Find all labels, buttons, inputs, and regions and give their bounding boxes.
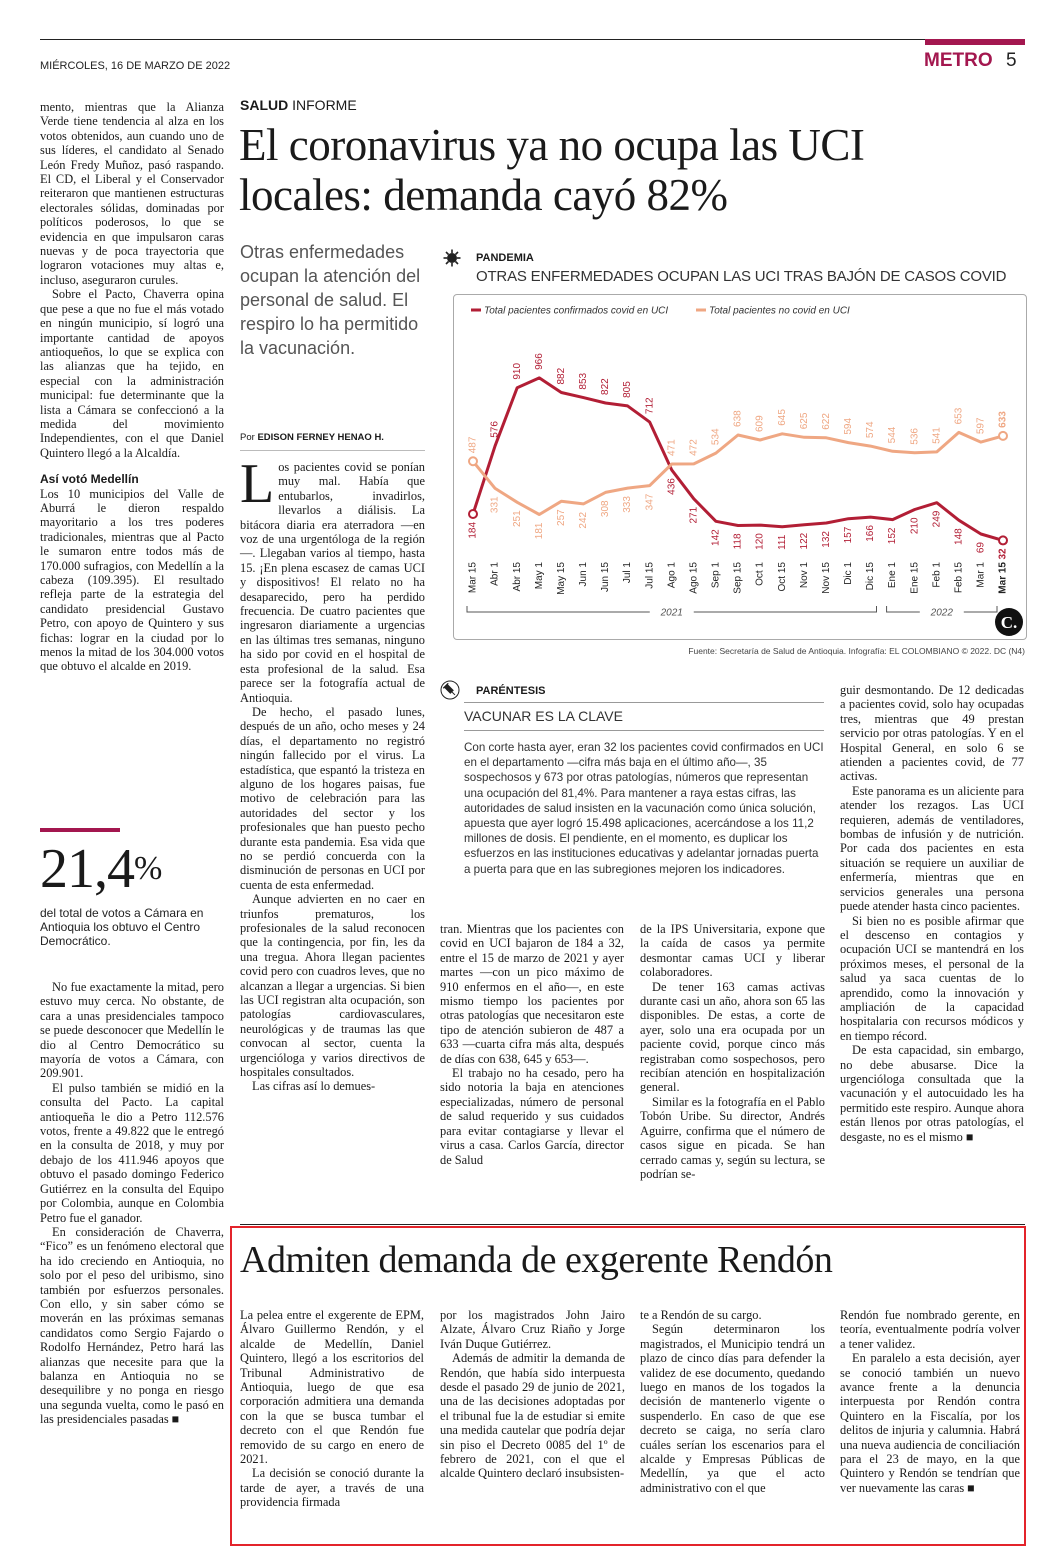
stat-accent-bar bbox=[40, 828, 120, 832]
syringe-icon bbox=[440, 680, 460, 700]
data-label: 645 bbox=[776, 409, 788, 426]
main-col-2 bbox=[440, 922, 624, 1167]
data-label: 594 bbox=[843, 417, 855, 435]
infographic-kicker: PANDEMIA bbox=[476, 252, 534, 264]
data-label: 622 bbox=[820, 413, 832, 430]
data-label: 805 bbox=[622, 381, 634, 398]
left-paragraph: En consideración de Chaverra, “Fico” es un fenómeno electoral que ha ido creciendo en Antioquia, no solo por el peso del uribismo, sino también por esfuerzos personales. Con ello, y sin saber cómo se moverán en las próximas semanas candidatos como Sergio Fajardo o Rodolfo Hernández, Petro hará las alianzas que necesite para que la balanza en Antioquia no se desequilibre y no ponga en riesgo una segunda vuelta, como le pasó en las presidenciales pasadas ■ bbox=[40, 1224, 224, 1427]
left-column-bottom bbox=[40, 980, 224, 1427]
drop-cap: L bbox=[240, 453, 275, 515]
x-tick-label: Jul 15 bbox=[644, 562, 656, 589]
second-paragraph: La pelea entre el exgerente de EPM, Álvaro Guillermo Rendón, y el alcalde de Medellín, Daniel Quintero, llegó a los escritorios del Tribunal Administrativo de Antioquia, luego de que esa corporación admitiera una demanda con la que se busca tumbar el decreto con el que Rendón fue removido de su cargo en enero de 2021. bbox=[240, 1308, 424, 1467]
x-tick-label: Ago 1 bbox=[666, 562, 678, 589]
second-col-1 bbox=[240, 1308, 424, 1510]
data-label: 271 bbox=[688, 506, 700, 524]
data-point bbox=[999, 536, 1007, 544]
ucis-line-chart bbox=[453, 294, 1028, 640]
main-paragraph: El trabajo no ha cesado, pero ha sido notoria la baja en atenciones especializadas, número de personal de salud requerido y sus cuidados para evitar contagiarse y llevar el virus a casa. Carlos García, director de Salud bbox=[440, 1066, 624, 1167]
second-col-4 bbox=[840, 1308, 1020, 1495]
stat-unit: % bbox=[134, 850, 162, 887]
legend-label: Total pacientes no covid en UCI bbox=[709, 305, 850, 317]
data-label: 625 bbox=[798, 412, 810, 430]
data-label: 118 bbox=[732, 533, 744, 550]
x-tick-label: Ago 15 bbox=[688, 562, 700, 594]
data-label: 712 bbox=[644, 397, 656, 415]
data-label: 32 bbox=[997, 548, 1009, 560]
data-label: 132 bbox=[820, 531, 832, 548]
main-col-4 bbox=[840, 683, 1024, 1144]
data-label: 69 bbox=[975, 541, 987, 554]
main-paragraph: De esta capacidad, sin embargo, no debe abusarse. Dice la urgencióloga consultada que la vacunación y el autocuidado les ha permitido este respiro. Aunque ahora están llenos por otras patologías, el desgaste, no es el mismo ■ bbox=[840, 1043, 1024, 1144]
brand-logo-text: C. bbox=[1000, 613, 1018, 632]
x-tick-label: Abr 1 bbox=[489, 562, 501, 586]
data-label: 242 bbox=[578, 511, 590, 529]
legend-label: Total pacientes confirmados covid en UCI bbox=[484, 305, 669, 317]
data-label: 536 bbox=[909, 428, 921, 445]
data-label: 166 bbox=[865, 525, 877, 542]
x-tick-label: Ene 1 bbox=[887, 562, 899, 589]
data-label: 148 bbox=[953, 528, 965, 545]
data-label: 633 bbox=[997, 411, 1009, 428]
left-subhead: Así votó Medellín bbox=[40, 472, 139, 487]
main-paragraph: Este panorama es un aliciente para atender los rezagos. Las UCI requieren, además de ventiladores, bombas de infusión y de nutrición. Por cada dos pacientes en esta situación se requiere un auxiliar de enfermería, mientras que en servicios generales una persona puede atender hasta cinco pacientes. bbox=[840, 783, 1024, 914]
series-line bbox=[473, 432, 1003, 514]
data-label: 910 bbox=[511, 362, 523, 380]
data-point bbox=[469, 457, 477, 465]
second-headline: Admiten demanda de exgerente Rendón bbox=[240, 1239, 833, 1281]
main-paragraph: tran. Mientras que los pacientes con covid en UCI bajaron de 184 a 32, entre el 15 de marzo de 2021 y ayer martes —con un pico máximo de 910 enfermos en el año—, en este mismo tiempo los pacientes por otras patologías que necesitaron este tipo de atención subieron de 487 a 633 —cuarta cifra más alta, después de días con 638, 645 y 653—. bbox=[440, 922, 624, 1066]
x-tick-label: Mar 15 bbox=[997, 562, 1009, 594]
infographic bbox=[440, 246, 1030, 660]
second-paragraph: En paralelo a esta decisión, ayer se conoció también un nuevo avance frente a la denuncia interpuesta por Rendón contra Quintero en la Fiscalía, por los delitos de injuria y calumnia. Habrá una nueva audiencia de conciliación para el 23 de mayo, en la que Quintero y Rendón se tendrían que ver nuevamente las caras ■ bbox=[840, 1351, 1020, 1495]
data-label: 966 bbox=[533, 353, 545, 370]
data-label: 122 bbox=[798, 532, 810, 550]
data-label: 142 bbox=[710, 529, 722, 546]
data-label: 436 bbox=[666, 478, 678, 495]
data-label: 333 bbox=[622, 496, 634, 513]
data-label: 120 bbox=[754, 533, 766, 550]
data-label: 471 bbox=[666, 439, 678, 457]
stat-caption: del total de votos a Cámara en Antioquia los obtuvo el Centro Democrático. bbox=[40, 906, 204, 948]
data-label: 544 bbox=[887, 426, 899, 444]
data-label: 609 bbox=[754, 415, 766, 433]
second-col-2 bbox=[440, 1308, 625, 1481]
x-tick-label: Dic 1 bbox=[843, 562, 855, 585]
data-label: 210 bbox=[909, 517, 921, 535]
data-label: 111 bbox=[776, 534, 788, 550]
parentesis-box bbox=[440, 680, 825, 912]
data-point bbox=[999, 432, 1007, 440]
parentesis-kicker: PARÉNTESIS bbox=[476, 685, 546, 697]
data-label: 249 bbox=[931, 510, 943, 528]
data-label: 597 bbox=[975, 417, 987, 435]
header-rule bbox=[40, 39, 1025, 40]
x-tick-label: Oct 15 bbox=[776, 562, 788, 592]
main-paragraph: Aunque advierten en no caer en triunfos prematuros, los profesionales de la salud reconocen que la contingencia, por fin, les da una tregua. Ahora llegan pacientes covid pero con cuadros leves, que no alcanzan a llegar a urgencias. Si bien las UCI registran alta ocupación, son patologías cardiovasculares, neurológicas y de traumas las que convocan al sector, cuenta la urgencióloga y varios directivos de hospitales consultados. bbox=[240, 892, 425, 1080]
x-tick-label: Feb 1 bbox=[931, 562, 943, 588]
x-tick-label: Jun 15 bbox=[600, 562, 612, 593]
byline-rule bbox=[240, 450, 425, 451]
x-tick-label: Ene 15 bbox=[909, 562, 921, 594]
main-paragraph: De hecho, el pasado lunes, después de un año, ocho meses y 24 días, el departamento no registró ningún fallecido por el virus. La estadística, que espantó la tristeza en alguno de los hogares paisas, fue motivo de celebración para las autoridades del sector y los profesionales que han puesto pecho durante esta pandemia. Esa vida que no se perdió concuerda con la disminución de personas en UCI por cuenta de esta enfermedad. bbox=[240, 704, 425, 892]
data-label: 882 bbox=[555, 367, 567, 385]
second-paragraph: Rendón fue nombrado gerente, en teoría, eventualmente podría volver a tener validez. bbox=[840, 1308, 1020, 1351]
x-tick-label: Jun 1 bbox=[578, 562, 590, 587]
main-paragraph: guir desmontando. De 12 dedicadas a pacientes covid, solo hay ocupadas tres, mientras que 49 prestan servicio por otras patologías. Y en el Hospital General, en solo 6 se atienden a pacientes covid, de 77 activas. bbox=[840, 683, 1024, 784]
left-paragraph: El pulso también se midió en la consulta del Pacto. La capital antioqueña le dio a Petro 112.576 votos, frente a 49.822 que le entregó en la consulta de 2018, y muy por debajo de los 411.946 apoyos que obtuvo el pasado domingo Federico Gutiérrez en la consulta del Equipo por Colombia, aunque en Colombia Petro fue el ganador. bbox=[40, 1080, 224, 1225]
byline-name: EDISON FERNEY HENAO H. bbox=[257, 432, 384, 443]
data-label: 822 bbox=[600, 378, 612, 395]
parentesis-rule bbox=[464, 702, 824, 703]
main-col-1 bbox=[240, 453, 425, 1094]
data-label: 541 bbox=[931, 427, 943, 444]
page-number: 5 bbox=[1006, 50, 1017, 71]
second-paragraph: La decisión se conoció durante la tarde de ayer, a través de una providencia firmada bbox=[240, 1466, 424, 1510]
main-paragraph: de la IPS Universitaria, expone que la caída de casos ya permite desmontar camas UCI y liberar colaboradores. bbox=[640, 922, 825, 980]
main-col-3 bbox=[640, 922, 825, 1181]
main-paragraph: Similar es la fotografía en el Pablo Tobón Uribe. Su director, Andrés Aguirre, confirma que el número de casos sigue en picada. Se han cerrado camas y, según su lectura, se podrían se- bbox=[640, 1094, 825, 1181]
main-paragraph: De tener 163 camas activas durante casi un año, ahora son 65 las disponibles. De estas, a corte de ayer, solo una era ocupada por un paciente covid, porque cinco más registraban como sospechosos, pero recibían atención en hospitalización general. bbox=[640, 979, 825, 1095]
left-column-top bbox=[40, 100, 224, 674]
stat-figure bbox=[40, 838, 161, 900]
parentesis-rule bbox=[464, 730, 824, 731]
second-paragraph: Según determinaron los magistrados, el Municipio tendrá un plazo de cinco días para defender la validez de ese documento, quedando luego en manos de los togados la decisión de mantenerlo vigente o suspenderlo. En caso de que ese decreto se caiga, no sería claro cuáles serían los escenarios para el alcalde y Empresas Públicas de Medellín, ya que el acto administrativo con el que bbox=[640, 1322, 825, 1495]
second-article-rule bbox=[240, 1224, 1025, 1225]
data-label: 257 bbox=[555, 509, 567, 526]
infographic-source: Fuente: Secretaría de Salud de Antioquia. Infografía: EL COLOMBIANO © 2022. DC (N4) bbox=[688, 646, 1025, 656]
second-paragraph: te a Rendón de su cargo. bbox=[640, 1308, 762, 1322]
data-label: 574 bbox=[865, 421, 877, 439]
x-tick-label: Mar 15 bbox=[467, 562, 479, 594]
main-headline bbox=[239, 120, 864, 220]
left-paragraph: No fue exactamente la mitad, pero estuvo muy cerca. No obstante, de cara a unas presidenciales tampoco se puede desconocer que Medellín le dio al Centro Democrático su mayoría de votos a Cámara, con 209.901. bbox=[40, 980, 224, 1081]
data-label: 331 bbox=[489, 496, 501, 514]
parentesis-body: Con corte hasta ayer, eran 32 los pacientes covid confirmados en UCI en el departamento —cifra más baja en el último año—, 35 sospechosos y 673 por otras patologías, números que representan una ocupación del 81,4%. Para mantener a raya estas cifras, las autoridades de salud insisten en la vacunación como única solución, apuesta que ayer logró 15.498 aplicaciones, acercándose a los 11,2 millones de dosis. El pendiente, en el momento, es duplicar los esfuerzos en las instituciones educativas y adelantar jornadas puerta a puerta para que en las subregiones mejoren los indicadores. bbox=[464, 741, 824, 876]
data-label: 472 bbox=[688, 439, 700, 456]
data-label: 184 bbox=[467, 521, 479, 539]
parentesis-title: VACUNAR ES LA CLAVE bbox=[464, 708, 623, 724]
second-col-3 bbox=[640, 1308, 825, 1495]
stat-value: 21,4 bbox=[40, 838, 134, 900]
x-tick-label: Sep 15 bbox=[732, 562, 744, 594]
main-summary: Otras enfermedades ocupan la atención del personal de salud. El respiro lo ha permitido la vacunación. bbox=[240, 242, 421, 358]
year-label: 2022 bbox=[930, 607, 953, 619]
x-tick-label: Nov 15 bbox=[820, 562, 832, 594]
left-paragraph: mento, mientras que la Alianza Verde tiene tendencia al alza en los votos obtenidos, aun cuando uno de sus líderes, el candidato al Senado León Fredy Muñoz, pasó raspando. El CD, el Liberal y el Conservador reiteraron que mantienen estructuras electorales sólidas, dominadas por políticos poderosos, lo que se evidencia en que impulsaron caras nuevas y de poca trayectoria que lograron votaciones muy altas e, incluso, aseguraron curules. bbox=[40, 100, 224, 287]
byline-prefix: Por bbox=[240, 432, 255, 443]
x-tick-label: Sep 1 bbox=[710, 562, 722, 589]
headline-line: locales: demanda cayó 82% bbox=[239, 170, 728, 220]
x-tick-label: Oct 1 bbox=[754, 562, 766, 586]
second-paragraph: Además de admitir la demanda de Rendón, que había sido interpuesta desde el pasado 29 de junio de 2021, una de las decisiones adoptadas por el tribunal fue la de estudiar si emite una medida cautelar que podría dejar sin piso el Decreto 0085 del 1º de febrero de 2021, con el que el alcalde Quintero declaró insubsisten- bbox=[440, 1351, 625, 1481]
issue-date: MIÉRCOLES, 16 DE MARZO DE 2022 bbox=[40, 60, 231, 72]
x-tick-label: Dic 15 bbox=[865, 562, 877, 591]
data-label: 534 bbox=[710, 428, 722, 446]
x-tick-label: Feb 15 bbox=[953, 562, 965, 594]
data-label: 638 bbox=[732, 410, 744, 427]
byline bbox=[240, 432, 384, 443]
left-paragraph: Sobre el Pacto, Chaverra opina que pese a que no fue el más votado en ningún municipio, sí logró una importante cantidad de apoyos antioqueños, lo que se explica con las alianzas que ha tejido, en especial con la administración municipal: fue determinante que la lista a Cámara se confeccionó a la medida del movimiento Independientes, con el que Daniel Quintero llegó a la Alcaldía. bbox=[40, 287, 224, 460]
section-accent-bar bbox=[925, 39, 1025, 45]
data-label: 251 bbox=[511, 510, 523, 528]
data-label: 157 bbox=[843, 526, 855, 544]
headline-line: El coronavirus ya no ocupa las UCI bbox=[239, 120, 865, 170]
x-tick-label: Abr 15 bbox=[511, 562, 523, 592]
x-tick-label: May 15 bbox=[555, 562, 567, 595]
main-paragraph: Las cifras así lo demues- bbox=[252, 1079, 376, 1094]
data-label: 152 bbox=[887, 527, 899, 545]
main-paragraph: Si bien no es posible afirmar que el descenso en contagios y ocupación UCI se mantendrá en los próximos meses, el personal de la salud ya saca cuentas de lo aprendido, como la innovación y ampliación de la capacidad hospitalaria con recursos módicos y en tiempo récord. bbox=[840, 913, 1024, 1043]
x-tick-label: Nov 1 bbox=[798, 562, 810, 589]
main-kicker bbox=[240, 97, 357, 113]
virus-icon bbox=[443, 249, 461, 267]
x-tick-label: Mar 1 bbox=[975, 562, 987, 588]
x-tick-label: May 1 bbox=[533, 562, 545, 590]
data-label: 347 bbox=[644, 493, 656, 511]
main-lead-paragraph: os pacientes covid se ponían muy mal. Había que entubarlos, invadirlos, llevarlos a diálisis. La bitácora diaria era aterradora —en voz de una urgentóloga de la región—. Llegaban varios al tiempo, hasta 15. ¡En plena escasez de camas UCI y dispositivos! El relato no ha desaparecido, pero ha perdido frecuencia. De cuatro pacientes que ingresaron diariamente a urgencias en las últimas tres semanas, ninguno ha sido por covid en el hospital de esta profesional de la salud. Esa parece ser la fotografía actual de Antioquia. bbox=[240, 460, 425, 705]
kicker-section: SALUD bbox=[240, 97, 289, 113]
x-tick-label: Jul 1 bbox=[622, 562, 634, 584]
second-paragraph: por los magistrados John Jairo Alzate, Álvaro Cruz Riaño y Jorge Iván Duque Gutiérrez. bbox=[440, 1308, 625, 1351]
data-label: 853 bbox=[578, 372, 590, 390]
data-point bbox=[469, 510, 477, 518]
kicker-type: INFORME bbox=[292, 97, 357, 113]
section-name: METRO bbox=[924, 50, 993, 71]
data-label: 308 bbox=[600, 500, 612, 518]
year-label: 2021 bbox=[660, 607, 683, 619]
data-label: 653 bbox=[953, 407, 965, 425]
infographic-title: OTRAS ENFERMEDADES OCUPAN LAS UCI TRAS BAJÓN DE CASOS COVID bbox=[476, 268, 1007, 285]
data-label: 487 bbox=[467, 436, 479, 454]
left-paragraph: Los 10 municipios del Valle de Aburrá le dieron respaldo mayoritario a los tres poderes tradicionales, mientras que al Pacto le sumaron entre todos más de 170.000 sufragios, con Medellín a la cabeza (109.395). El resultado refleja parte de la estrategia del candidato presidencial Gustavo Petro, con apoyo de Quintero y sus fichas: lograr en la ciudad por lo menos la mitad de los 304.000 votos que obtuvo el alcalde en 2019. bbox=[40, 486, 224, 674]
data-label: 181 bbox=[533, 522, 545, 540]
data-label: 576 bbox=[489, 421, 501, 438]
